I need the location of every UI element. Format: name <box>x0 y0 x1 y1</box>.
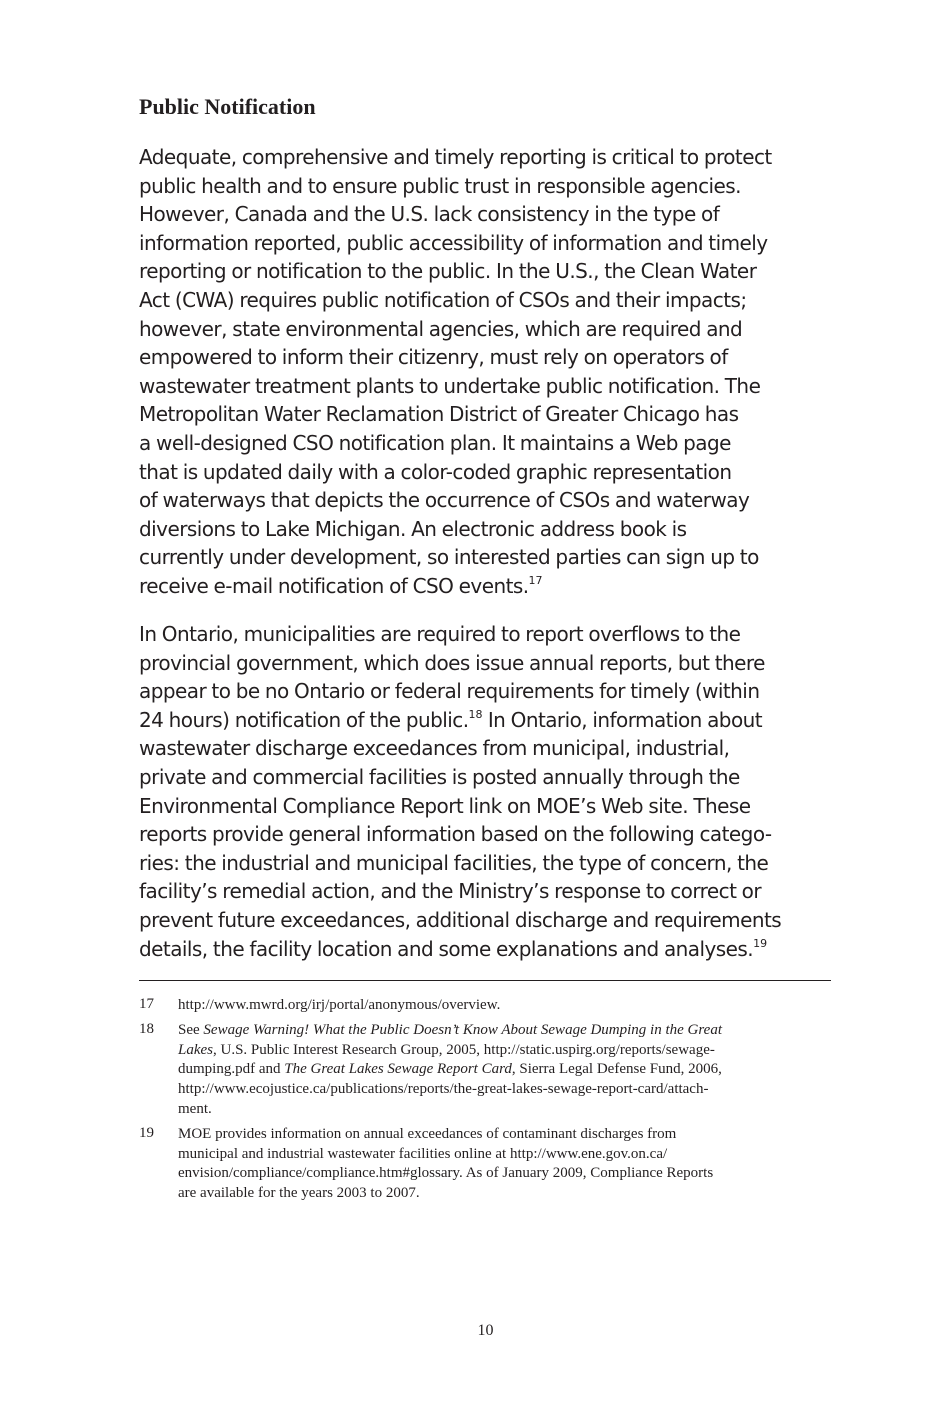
footnote-line <box>178 1041 832 1061</box>
footnote-text: , Sierra Legal Defense Fund, 2006, <box>511 1061 722 1078</box>
paragraph-line: empowered to inform their citizenry, must rely on operators of <box>139 345 728 370</box>
paragraph-line: wastewater discharge exceedances from municipal, industrial, <box>139 736 730 761</box>
paragraph-line: wastewater treatment plants to undertake public notification. The <box>139 373 761 398</box>
paragraph-line: Act (CWA) requires public notification of CSOs and their impacts; <box>139 287 747 312</box>
paragraph-line: prevent future exceedances, additional discharge and requirements <box>139 907 782 932</box>
paragraph-ontario <box>139 620 781 963</box>
footnote-link[interactable]: ment. <box>178 1100 212 1117</box>
paragraph-line <box>139 572 772 601</box>
footnote-line <box>178 1021 832 1041</box>
paragraph-line: of waterways that depicts the occurrence of CSOs and waterway <box>139 488 750 513</box>
paragraph-line: reporting or notification to the public. In the U.S., the Clean Water <box>139 259 757 284</box>
paragraph-text: In Ontario, information about <box>482 707 763 732</box>
footnote-19 <box>139 1125 832 1204</box>
footnote-link[interactable]: http://www.mwrd.org/irj/portal/anonymous/overview. <box>178 997 501 1013</box>
page-number: 10 <box>477 1322 494 1339</box>
paragraph-line: that is updated daily with a color-coded graphic representation <box>139 459 732 484</box>
citation-title: Lakes <box>178 1041 213 1058</box>
section-heading: Public Notification <box>139 94 316 119</box>
footnote-17 <box>139 996 832 1016</box>
paragraph-line: however, state environmental agencies, which are required and <box>139 316 743 341</box>
footnote-ref-19[interactable]: 19 <box>753 936 768 950</box>
paragraph-line: appear to be no Ontario or federal requirements for timely (within <box>139 679 760 704</box>
footnote-line: are available for the years 2003 to 2007. <box>178 1185 420 1202</box>
footnote-line[interactable]: envision/compliance/compliance.htm#glossary. As of January 2009, Compliance Reports <box>178 1165 714 1182</box>
paragraph-line: facility’s remedial action, and the Ministry’s response to correct or <box>139 879 762 904</box>
paragraph-line: In Ontario, municipalities are required to report overflows to the <box>139 622 741 646</box>
footnote-divider <box>139 980 831 981</box>
paragraph-line: diversions to Lake Michigan. An electronic address book is <box>139 516 687 541</box>
paragraph-text: receive e-mail notification of CSO events. <box>139 573 529 598</box>
paragraph-line: Metropolitan Water Reclamation District of Greater Chicago has <box>139 402 739 427</box>
paragraph-line: However, Canada and the U.S. lack consistency in the type of <box>139 202 720 227</box>
paragraph-line: Environmental Compliance Report link on MOE’s Web site. These <box>139 793 751 818</box>
footnote-number: 17 <box>139 996 154 1012</box>
paragraph-line: private and commercial facilities is posted annually through the <box>139 764 740 789</box>
paragraph-text: 24 hours) notification of the public. <box>139 707 469 732</box>
footnote-link[interactable]: http://www.ecojustice.ca/publications/reports/the-great-lakes-sewage-report-card/attach- <box>178 1081 709 1098</box>
footnote-number: 18 <box>139 1020 154 1037</box>
paragraph-line: ries: the industrial and municipal facilities, the type of concern, the <box>139 850 769 875</box>
paragraph-line: currently under development, so interested parties can sign up to <box>139 545 759 570</box>
footnote-ref-17[interactable]: 17 <box>528 573 543 587</box>
footnote-line[interactable]: municipal and industrial wastewater facilities online at http://www.ene.gov.on.ca/ <box>178 1145 668 1162</box>
paragraph-line <box>139 706 781 735</box>
paragraph-line: Adequate, comprehensive and timely reporting is critical to protect <box>139 145 772 169</box>
footnote-text[interactable]: dumping.pdf and <box>178 1061 285 1078</box>
paragraph-line: provincial government, which does issue annual reports, but there <box>139 650 765 675</box>
paragraph-line: public health and to ensure public trust in responsible agencies. <box>139 173 741 198</box>
footnote-18 <box>139 1021 832 1120</box>
paragraph-line <box>139 935 781 964</box>
citation-title: The Great Lakes Sewage Report Card <box>284 1061 512 1078</box>
footnote-text[interactable]: , U.S. Public Interest Research Group, 2005, http://static.uspirg.org/reports/sewage- <box>213 1041 715 1058</box>
citation-title: Sewage Warning! What the Public Doesn’t Know About Sewage Dumping in the Great <box>203 1021 722 1038</box>
footnotes <box>139 996 832 1209</box>
paragraph-line: a well-designed CSO notification plan. It maintains a Web page <box>139 430 731 455</box>
paragraph-text: details, the facility location and some explanations and analyses. <box>139 936 754 961</box>
footnote-ref-18[interactable]: 18 <box>468 707 483 721</box>
footnote-number: 19 <box>139 1124 154 1141</box>
footnote-line <box>178 1060 832 1080</box>
paragraph-public-notification <box>139 143 772 601</box>
footnote-text: See <box>178 1021 204 1038</box>
paragraph-line: reports provide general information based on the following catego- <box>139 822 772 847</box>
footnote-line: MOE provides information on annual exceedances of contaminant discharges from <box>178 1125 677 1142</box>
paragraph-line: information reported, public accessibility of information and timely <box>139 230 768 255</box>
